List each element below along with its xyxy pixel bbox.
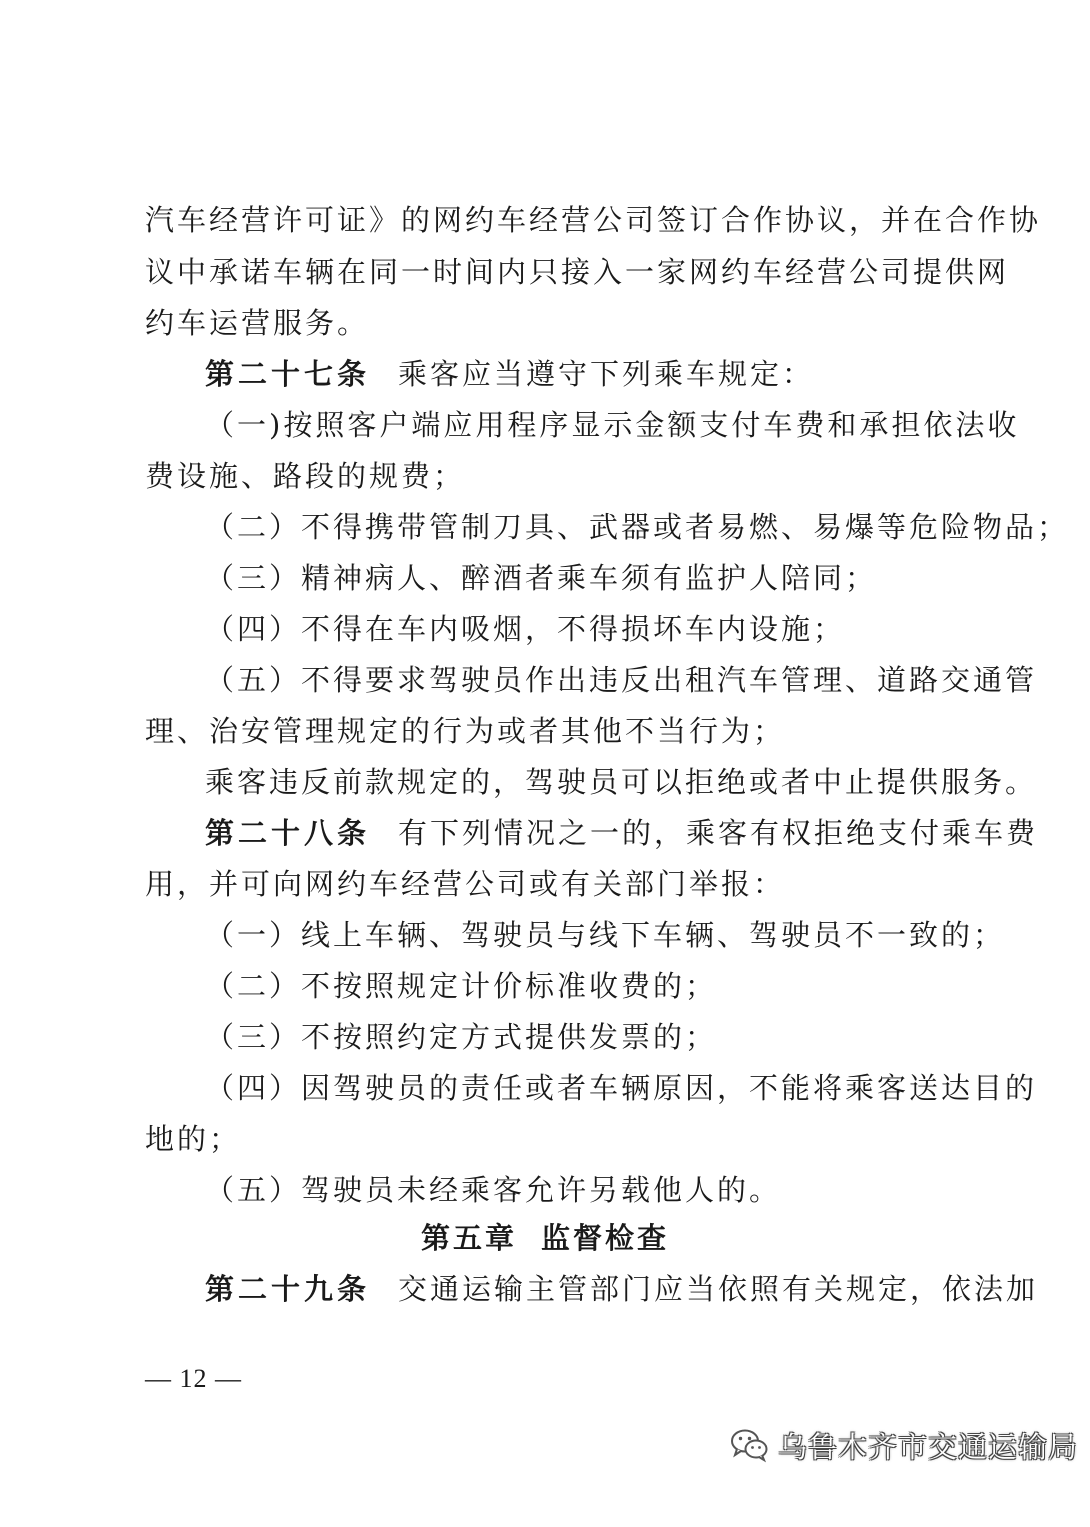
list-item: （四）因驾驶员的责任或者车辆原因，不能将乘客送达目的 [205, 1071, 1038, 1105]
article-28 [205, 813, 1039, 853]
article-27 [205, 354, 945, 394]
body-line: 汽车经营许可证》的网约车经营公司签订合作协议，并在合作协 [145, 203, 1042, 237]
wechat-icon [728, 1423, 772, 1467]
body-line: 约车运营服务。 [145, 306, 370, 340]
article-28-text: 有下列情况之一的，乘客有权拒绝支付乘车费 [398, 816, 1039, 850]
list-item: （二）不得携带管制刀具、武器或者易燃、易爆等危险物品； [205, 510, 1070, 544]
body-line: 用，并可向网约车经营公司或有关部门举报： [145, 867, 786, 901]
list-item: （四）不得在车内吸烟，不得损坏车内设施； [205, 612, 846, 646]
list-item: （一）线上车辆、驾驶员与线下车辆、驾驶员不一致的； [205, 918, 1006, 952]
chapter-title: 监督检查 [541, 1221, 670, 1255]
body-line: 议中承诺车辆在同一时间内只接入一家网约车经营公司提供网 [145, 255, 1010, 289]
page-number: — 12 — [145, 1364, 242, 1393]
list-item: 地的； [145, 1122, 242, 1156]
list-item: （五）驾驶员未经乘客允许另载他人的。 [205, 1173, 782, 1207]
body-line: 乘客违反前款规定的，驾驶员可以拒绝或者中止提供服务。 [205, 765, 1038, 799]
article-27-heading: 第二十七条 [205, 357, 371, 391]
chapter-number: 第五章 [420, 1221, 517, 1255]
list-item: （三）不按照约定方式提供发票的； [205, 1020, 718, 1054]
watermark [728, 1420, 1078, 1470]
article-29 [205, 1269, 1039, 1309]
list-item: 理、治安管理规定的行为或者其他不当行为； [145, 714, 786, 748]
list-item: （二）不按照规定计价标准收费的； [205, 969, 718, 1003]
watermark-text: 乌鲁木齐市交通运输局 [778, 1429, 1079, 1464]
article-28-heading: 第二十八条 [205, 816, 371, 850]
list-item: 费设施、路段的规费； [145, 459, 466, 493]
list-item: （三）精神病人、醉酒者乘车须有监护人陪同； [205, 561, 878, 595]
list-item: （一)按照客户端应用程序显示金额支付车费和承担依法收 [205, 408, 1020, 442]
list-item: （五）不得要求驾驶员作出违反出租汽车管理、道路交通管 [205, 663, 1038, 697]
article-29-text: 交通运输主管部门应当依照有关规定，依法加 [398, 1272, 1039, 1306]
chapter-heading [0, 1218, 1090, 1258]
article-27-text: 乘客应当遵守下列乘车规定： [398, 357, 815, 391]
article-29-heading: 第二十九条 [205, 1272, 371, 1306]
